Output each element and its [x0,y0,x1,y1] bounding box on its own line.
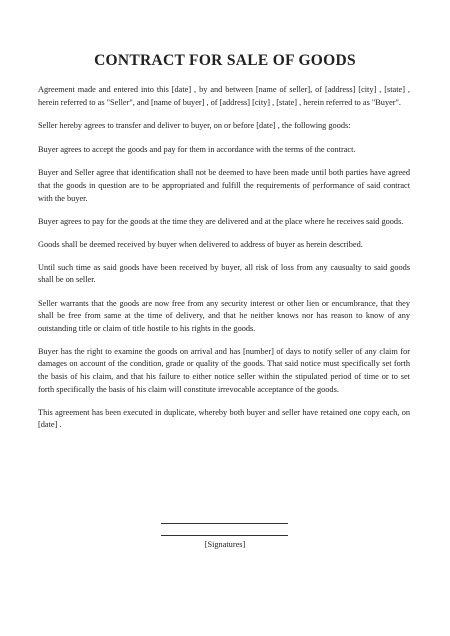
document-title: CONTRACT FOR SALE OF GOODS [94,52,356,69]
paragraph-receipt: Goods shall be deemed received by buyer when delivered to address of buyer as herein described. [38,239,363,249]
paragraph-inspection: Buyer has the right to examine the goods on arrival and has [number] of days to notify seller of any claim for damages on account of the condition, grade or quality of the goods. That said notice must specifically set forth the basis of his claim, and that his failure to either notice seller within the stipulated period of time or to set forth specifically the basis of his claim will constitute irrevocable acceptance of the goods. [38,346,410,394]
signature-line-1 [161,523,288,524]
paragraph-agreement-parties: Agreement made and entered into this [date] , by and between [name of seller], of [address] [city] , [state] , herein referred to as "Seller", and [name of buyer] , of [address] [city] , [state] , herein referred to as "Buyer". [38,85,410,107]
signature-line-2 [161,535,288,536]
signatures-label: [Signatures] [204,540,246,549]
paragraph-execution: This agreement has been executed in duplicate, whereby both buyer and seller have retained one copy each, on [date] . [38,407,410,430]
paragraph-acceptance: Buyer agrees to accept the goods and pay for them in accordance with the terms of the contract. [38,145,356,155]
paragraph-warranty: Seller warrants that the goods are now free from any security interest or other lien or encumbrance, that they shall be free from same at the time of delivery, and that he neither knows nor has reason to know of any outstanding title or claim of title hostile to his rights in the goods. [38,298,410,333]
paragraph-delivery: Seller hereby agrees to transfer and deliver to buyer, on or before [date] , the following goods: [38,120,351,130]
paragraph-payment: Buyer agrees to pay for the goods at the time they are delivered and at the place where he receives said goods. [38,216,404,226]
document-body [38,84,410,442]
paragraph-risk-of-loss: Until such time as said goods have been received by buyer, all risk of loss from any causualty to said goods shall be on seller. [38,262,410,285]
paragraph-identification: Buyer and Seller agree that identification shall not be deemed to have been made until both parties have agreed that the goods in question are to be appropriated and fulfill the requirements of performance of said contract with the buyer. [38,168,410,203]
